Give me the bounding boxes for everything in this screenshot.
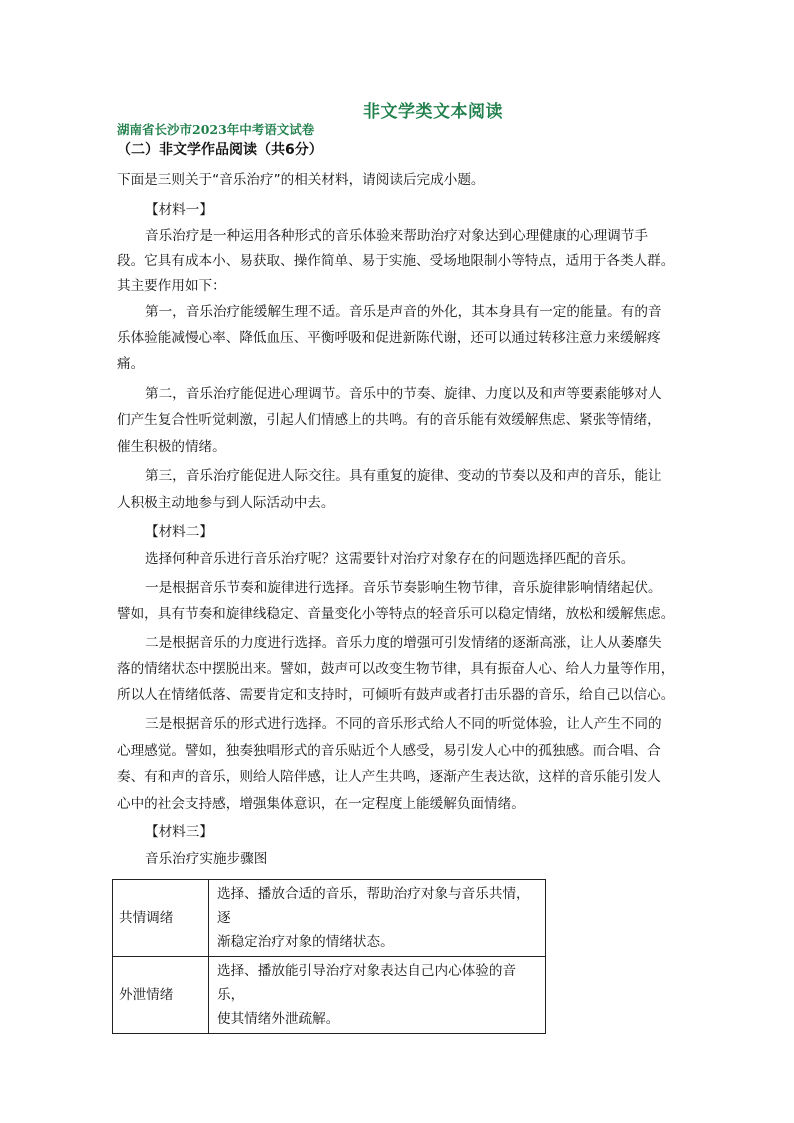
paragraph-line: 音乐治疗是一种运用各种形式的音乐体验来帮助治疗对象达到心理健康的心理调节手: [145, 228, 648, 244]
step-desc-cell: [209, 880, 546, 957]
step-desc-line: 使其情绪外泄疏解。: [217, 1011, 340, 1027]
paragraph-line: 奏、有和声的音乐，则给人陪伴感，让人产生共鸣，逐渐产生表达欲，这样的音乐能引发人: [117, 769, 661, 785]
step-desc-line: 选择、播放合适的音乐，帮助治疗对象与音乐共情，逐: [217, 886, 530, 926]
paragraph-line: 人积极主动地参与到人际活动中去。: [117, 495, 335, 511]
paragraph-line: 们产生复合性听觉刺激，引起人们情感上的共鸣。有的音乐能有效缓解焦虑、紧张等情绪，: [117, 412, 661, 428]
paragraph-line: 乐体验能减慢心率、降低血压、平衡呼吸和促进新陈代谢，还可以通过转移注意力来缓解疼: [117, 330, 661, 346]
paragraph-line: 心中的社会支持感，增强集体意识，在一定程度上能缓解负面情绪。: [117, 796, 525, 812]
paragraph-line: 痛。: [117, 356, 145, 372]
table-row: [113, 880, 546, 957]
steps-table: [112, 879, 546, 1034]
step-desc-line: 选择、播放能引导治疗对象表达自己内心体验的音乐，: [217, 963, 517, 1003]
intro-line: 下面是三则关于“音乐治疗”的相关材料，请阅读后完成小题。: [117, 172, 485, 188]
paragraph-line: 第二，音乐治疗能促进心理调节。音乐中的节奏、旋律、力度以及和声等要素能够对人: [145, 386, 662, 402]
step-name-cell: 共情调绪: [113, 880, 209, 957]
figure-caption: 音乐治疗实施步骤图: [145, 851, 268, 867]
paragraph-line: 其主要作用如下：: [117, 278, 226, 294]
paragraph-line: 催生积极的情绪。: [117, 439, 226, 455]
step-name-cell: 外泄情绪: [113, 957, 209, 1034]
table-row: [113, 957, 546, 1034]
source-label: 湖南省长沙市2023年中考语文试卷: [117, 122, 315, 137]
material-heading-3: 【材料三】: [145, 824, 213, 840]
step-desc-line: 渐稳定治疗对象的情绪状态。: [217, 934, 394, 950]
section-heading: （二）非文学作品阅读（共6分）: [117, 142, 323, 158]
page-title: 非文学类文本阅读: [363, 102, 503, 122]
paragraph-line: 一是根据音乐节奏和旋律进行选择。音乐节奏影响生物节律，音乐旋律影响情绪起伏。: [145, 580, 662, 596]
paragraph-line: 譬如，具有节奏和旋律线稳定、音量变化小等特点的轻音乐可以稳定情绪，放松和缓解焦虑。: [117, 606, 675, 622]
paragraph-line: 心理感觉。譬如，独奏独唱形式的音乐贴近个人感受，易引发人心中的孤独感。而合唱、合: [117, 743, 661, 759]
step-desc-cell: [209, 957, 546, 1034]
paragraph-line: 三是根据音乐的形式进行选择。不同的音乐形式给人不同的听觉体验，让人产生不同的: [145, 716, 662, 732]
paragraph-line: 段。它具有成本小、易获取、操作简单、易于实施、受场地限制小等特点，适用于各类人群。: [117, 253, 675, 269]
paragraph-line: 二是根据音乐的力度进行选择。音乐力度的增强可引发情绪的逐渐高涨，让人从萎靡失: [145, 635, 662, 651]
material-heading-2: 【材料二】: [145, 524, 213, 540]
paragraph-line: 第一，音乐治疗能缓解生理不适。音乐是声音的外化，其本身具有一定的能量。有的音: [145, 304, 662, 320]
paragraph-line: 第三，音乐治疗能促进人际交往。具有重复的旋律、变动的节奏以及和声的音乐，能让: [145, 468, 662, 484]
paragraph-line: 所以人在情绪低落、需要肯定和支持时，可倾听有鼓声或者打击乐器的音乐，给自己以信心。: [117, 687, 675, 703]
paragraph-line: 落的情绪状态中摆脱出来。譬如，鼓声可以改变生物节律，具有振奋人心、给人力量等作用，: [117, 661, 675, 677]
material-heading-1: 【材料一】: [145, 202, 213, 218]
paragraph-line: 选择何种音乐进行音乐治疗呢？这需要针对治疗对象存在的问题选择匹配的音乐。: [145, 551, 635, 567]
